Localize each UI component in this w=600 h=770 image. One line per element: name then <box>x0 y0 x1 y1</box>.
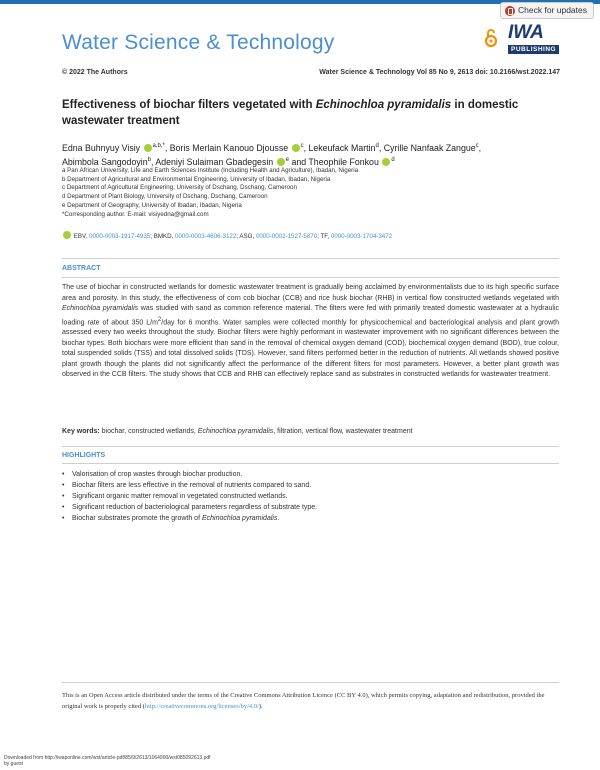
highlight-item: • Biochar filters are less effective in the removal of nutrients compared to sand. <box>62 480 559 491</box>
license-text: This is an Open Access article distributed under the terms of the Creative Commons Attribution Licence (CC BY 4.0), which permits copying, adaptation and redistribution, provided the original work is properly cited ( <box>62 692 545 710</box>
abstract-text: was studied with sand as common reference material. The filters were fed with primarily treated domestic wastewater at a hydraulic loading rate of about 350 L/m <box>62 305 559 326</box>
license-text: ). <box>258 702 263 710</box>
download-notice <box>4 755 211 767</box>
orcid-initials: ASG, <box>239 233 255 240</box>
orcid-icon <box>63 231 71 239</box>
keywords-species: Echinochloa pyramidalis <box>197 428 274 435</box>
affiliation: d Department of Plant Biology, University of Dschang, Dschang, Cameroon <box>62 193 268 201</box>
check-for-updates-button[interactable] <box>500 2 594 19</box>
orcid-list: EBV, 0000-0003-1917-4935; BMKD, 0000-0003-4606-3122; ASG, 0000-0002-1527-5870; TF, 0000-0003-1704-3472 <box>62 231 562 240</box>
keywords-text: biochar, constructed wetlands, <box>99 428 198 435</box>
abstract-text: /day for 6 months. Water samples were collected monthly for physicochemical and bacteriological analysis and plant growth assessed every two weeks throughout the study. Biochar filters were highly performant in wastewater improvement with no significant differences between the biochar types. Both biochars were more efficient than sand in the removal of chemical oxygen demand (COD), biochemical oxygen demand (BOD), true colour, total suspended solids (TSS) and total dissolved solids (TDS). However, sand filters performed better in the reduction of nutrients. All wetlands showed positive plant growth though the plants did not significantly affect the performance of the different filters for most parameters. However, a better plant growth was observed in the CCB filters. The study shows that CCB and RHB can effectively replace sand as substrates in constructed wetlands for wastewater treatment. <box>62 318 559 379</box>
orcid-initials: BMKD, <box>153 233 174 240</box>
author-affil: d <box>391 157 395 164</box>
license-statement <box>62 691 559 712</box>
abstract-text: The use of biochar in constructed wetlands for domestic wastewater treatment is gradually being acclaimed by environmentalists due to its high specific surface area and porosity. In this study, the effectiveness of corn cob biochar (CCB) and rice husk biochar (RHB) in vertical flow constructed wetlands vegetated with <box>62 284 559 302</box>
orcid-initials: EBV, <box>73 233 88 240</box>
affiliation: a Pan African University, Life and Earth Sciences Institute (Including Health and Agriculture), Ibadan, Nigeria <box>62 167 359 174</box>
highlight-item: • Significant reduction of bacteriological parameters regardless of substrate type. <box>62 502 559 513</box>
title-text-1: Effectiveness of biochar filters vegetated with <box>62 99 316 111</box>
highlight-text: . <box>277 515 280 522</box>
article-title <box>62 97 552 129</box>
divider <box>62 463 559 464</box>
orcid-link[interactable]: 0000-0003-1917-4935 <box>89 233 151 240</box>
divider <box>62 258 559 259</box>
highlight-text: Biochar substrates promote the growth of <box>72 515 202 522</box>
keywords <box>62 428 559 435</box>
highlight-item: • Significant organic matter removal in vegetated constructed wetlands. <box>62 491 559 502</box>
divider <box>62 277 559 278</box>
author-affil: b <box>147 157 151 164</box>
abstract-heading: ABSTRACT <box>62 265 101 272</box>
author-name: Lekeufack Martin <box>308 142 376 153</box>
author-affil: a,b,* <box>152 143 165 149</box>
citation-line: Water Science & Technology Vol 85 No 9, 2613 doi: 10.2166/wst.2022.147 <box>319 69 560 76</box>
keywords-text: , filtration, vertical flow, wastewater treatment <box>273 428 413 435</box>
highlight-item <box>62 513 559 524</box>
abstract-species: Echinochloa pyramidalis <box>62 305 139 312</box>
journal-title: Water Science & Technology <box>62 31 335 54</box>
highlight-species: Echinochloa pyramidalis <box>201 515 278 522</box>
open-access-icon <box>484 28 498 48</box>
iwa-publishing-logo <box>484 22 564 64</box>
author-name: Abimbola Sangodoyin <box>62 157 148 168</box>
affiliations <box>62 167 562 219</box>
orcid-link[interactable]: 0000-0002-1527-5870 <box>255 233 318 240</box>
affiliation: c Department of Agricultural Engineering, University of Dschang, Dschang, Cameroon <box>62 184 297 192</box>
author-affil: e <box>285 157 289 164</box>
bookmark-icon <box>505 6 515 16</box>
logo-iwa-text: IWA <box>508 22 544 43</box>
highlight-item: • Valorisation of crop wastes through biochar production. <box>62 469 559 480</box>
copyright-line: © 2022 The Authors <box>62 69 128 76</box>
author-affil: c <box>300 143 304 149</box>
author-affil: c <box>475 143 479 149</box>
author-name: Boris Merlain Kanouo Djousse <box>169 142 289 153</box>
download-url: Downloaded from http://iwaponline.com/wst/article-pdf/85/9/2613/1064900/wst085092613.pdf <box>4 755 211 761</box>
title-text-2: in domestic wastewater treatment <box>62 99 519 127</box>
divider <box>62 446 559 447</box>
author-name: Theophile Fonkou <box>308 157 379 168</box>
author-list: Edna Buhnyuy Visiy $^{a,b,*}$, Boris Merlain Kanouo Djousse $^c$, Lekeufack Martin$^d$, Cyrille Nanfaak Zangue$^c$, Abimbola Sangodoyin$^b$, Adeniyi Sulaiman Gbadegesin $^e$ and Theophile Fonkou $^d$ <box>62 142 482 168</box>
corresponding-author: *Corresponding author. E-mail: visiyedna@gmail.com <box>62 210 209 218</box>
keywords-label: Key words: <box>62 428 100 435</box>
affiliation: b Department of Agricultural and Environmental Engineering, University of Ibadan, Ibadan, Nigeria <box>62 175 331 183</box>
orcid-link[interactable]: 0000-0003-4606-3122 <box>175 233 237 240</box>
title-species: Echinochloa pyramidalis <box>315 99 452 111</box>
orcid-link[interactable]: 0000-0003-1704-3472 <box>330 233 393 240</box>
author-affil: d <box>375 143 379 149</box>
logo-publishing-text: PUBLISHING <box>508 45 559 54</box>
author-name: Cyrille Nanfaak Zangue <box>383 142 476 153</box>
author-name: Adeniyi Sulaiman Gbadegesin <box>155 157 274 168</box>
download-guest: by guest <box>4 761 23 767</box>
abstract-body <box>62 283 559 381</box>
orcid-icon[interactable] <box>277 158 285 166</box>
highlights-list <box>62 469 559 524</box>
orcid-icon[interactable] <box>144 144 152 152</box>
check-for-updates-label: Check for updates <box>518 5 587 15</box>
orcid-initials: TF, <box>320 233 330 240</box>
author-name: Edna Buhnyuy Visiy <box>62 142 141 153</box>
license-link[interactable]: http://creativecommons.org/licenses/by/4.0/ <box>144 702 259 710</box>
highlights-heading: HIGHLIGHTS <box>62 452 106 459</box>
orcid-icon[interactable] <box>382 158 390 166</box>
abstract-sup: 2 <box>157 316 162 323</box>
divider <box>62 682 559 683</box>
affiliation: e Department of Geography, University of Ibadan, Ibadan, Nigeria <box>62 201 242 209</box>
orcid-icon[interactable] <box>292 144 300 152</box>
